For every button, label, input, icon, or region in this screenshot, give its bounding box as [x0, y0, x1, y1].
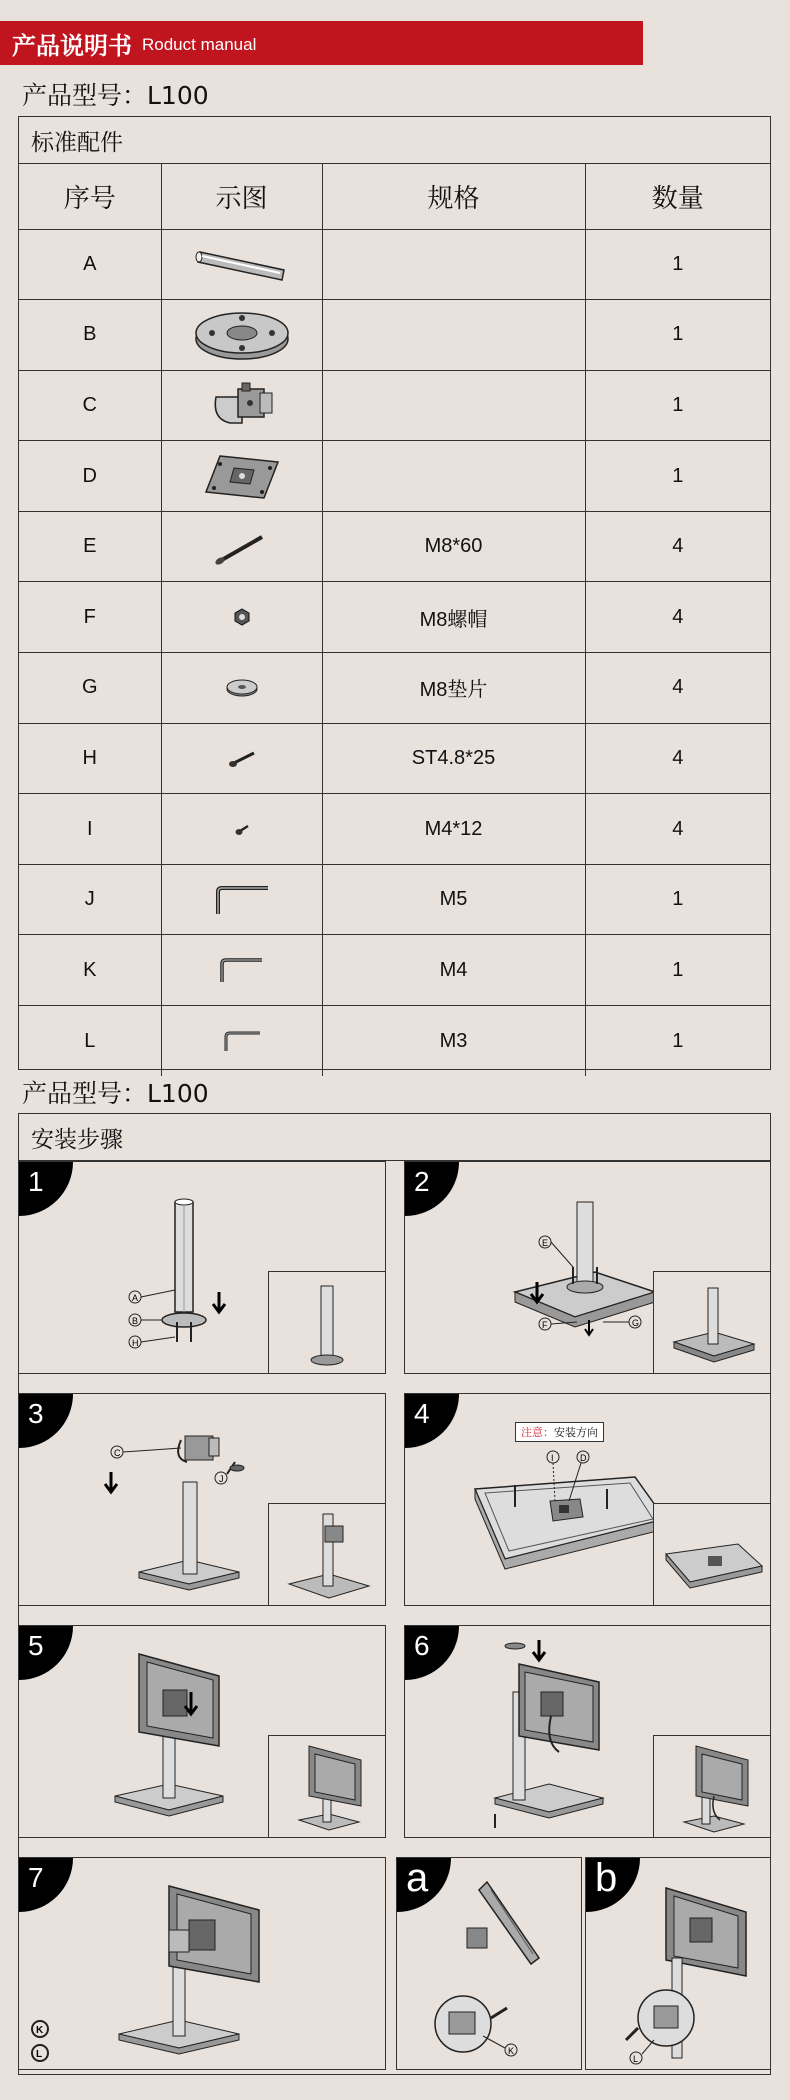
- table-row: [19, 441, 770, 512]
- install-step-5: [18, 1625, 386, 1838]
- step-6-illustration: [455, 1632, 655, 1832]
- part-spec: M4*12: [322, 794, 585, 865]
- step-number-badge: 6: [405, 1626, 459, 1680]
- parts-section-title: 标准配件: [19, 117, 770, 164]
- step-6-result-inset: [653, 1735, 771, 1838]
- step-2-result-inset: [653, 1271, 771, 1374]
- parts-section: [18, 116, 771, 1070]
- install-step-3: [18, 1393, 386, 1606]
- part-image-cell: [161, 653, 322, 724]
- hex-key-k-icon: [29, 2018, 51, 2040]
- svg-text:G: G: [632, 1318, 640, 1328]
- step-number-badge: 4: [405, 1394, 459, 1448]
- column-header: 规格: [322, 164, 585, 229]
- part-qty: 1: [585, 935, 770, 1006]
- part-id: G: [19, 653, 161, 724]
- svg-text:A: A: [132, 1293, 139, 1303]
- part-spec: M5: [322, 864, 585, 935]
- part-id: A: [19, 229, 161, 300]
- pole-on-base-icon: [654, 1272, 771, 1374]
- part-id: C: [19, 370, 161, 441]
- hex-key-icon: [212, 882, 272, 918]
- column-header: 示图: [161, 164, 322, 229]
- install-step-a: [396, 1857, 582, 2070]
- part-qty: 4: [585, 511, 770, 582]
- part-id: L: [19, 1006, 161, 1077]
- svg-text:K: K: [508, 2046, 515, 2056]
- hex-key-l-icon: [29, 2042, 51, 2064]
- part-qty: 4: [585, 723, 770, 794]
- step-a-illustration: [407, 1868, 577, 2068]
- nut-icon: [227, 602, 257, 632]
- install-section-title: 安装步骤: [19, 1114, 770, 1161]
- part-image-cell: [161, 864, 322, 935]
- step-5-result-inset: [268, 1735, 386, 1838]
- part-spec: ST4.8*25: [322, 723, 585, 794]
- part-spec: M8*60: [322, 511, 585, 582]
- part-image-cell: [161, 723, 322, 794]
- table-row: [19, 794, 770, 865]
- step-3-result-inset: [268, 1503, 386, 1606]
- step-number-badge: b: [586, 1858, 640, 1912]
- part-spec: M8垫片: [322, 653, 585, 724]
- part-qty: 1: [585, 1006, 770, 1077]
- step-number-badge: 5: [19, 1626, 73, 1680]
- svg-text:B: B: [132, 1316, 139, 1326]
- table-row: [19, 370, 770, 441]
- washer-icon: [222, 676, 262, 700]
- step-number-badge: 1: [19, 1162, 73, 1216]
- part-image-cell: [161, 370, 322, 441]
- monitor-with-plate-icon: [654, 1504, 771, 1606]
- install-step-4: [404, 1393, 771, 1606]
- part-image-cell: [161, 441, 322, 512]
- step-number-badge: 2: [405, 1162, 459, 1216]
- step-4-result-inset: [653, 1503, 771, 1606]
- bolt-icon: [212, 527, 272, 567]
- table-row: [19, 653, 770, 724]
- table-row: [19, 582, 770, 653]
- hex-key-icon: [212, 1023, 272, 1059]
- part-spec: M8螺帽: [322, 582, 585, 653]
- table-row: [19, 511, 770, 582]
- svg-text:E: E: [542, 1238, 549, 1248]
- part-id: H: [19, 723, 161, 794]
- table-row: [19, 1006, 770, 1077]
- table-row: [19, 229, 770, 300]
- svg-text:L: L: [36, 2049, 43, 2060]
- install-step-1: [18, 1161, 386, 1374]
- pole-icon: [192, 242, 292, 286]
- svg-text:D: D: [580, 1453, 587, 1463]
- step-4-illustration: [445, 1449, 675, 1599]
- step-5-illustration: [79, 1636, 279, 1836]
- table-row: [19, 300, 770, 371]
- assembled-pole-icon: [269, 1272, 386, 1374]
- svg-text:H: H: [132, 1338, 139, 1348]
- part-qty: 4: [585, 794, 770, 865]
- part-image-cell: [161, 935, 322, 1006]
- part-spec: [322, 370, 585, 441]
- part-qty: 4: [585, 582, 770, 653]
- part-id: F: [19, 582, 161, 653]
- part-qty: 1: [585, 229, 770, 300]
- part-spec: M4: [322, 935, 585, 1006]
- column-header: 数量: [585, 164, 770, 229]
- part-spec: M3: [322, 1006, 585, 1077]
- install-step-2: [404, 1161, 771, 1374]
- table-row: [19, 864, 770, 935]
- parts-header-row: [19, 164, 770, 229]
- part-qty: 1: [585, 370, 770, 441]
- clamp-on-pole-icon: [269, 1504, 386, 1606]
- screw-icon: [222, 743, 262, 773]
- monitor-mounted-icon: [269, 1736, 386, 1838]
- step-1-result-inset: [268, 1271, 386, 1374]
- part-qty: 4: [585, 653, 770, 724]
- small-screw-icon: [227, 817, 257, 841]
- part-id: E: [19, 511, 161, 582]
- part-id: J: [19, 864, 161, 935]
- part-qty: 1: [585, 441, 770, 512]
- hex-key-icon: [212, 952, 272, 988]
- part-image-cell: [161, 229, 322, 300]
- table-row: [19, 935, 770, 1006]
- svg-text:J: J: [219, 1474, 224, 1484]
- manual-title-cn: 产品说明书: [12, 31, 132, 60]
- part-qty: 1: [585, 864, 770, 935]
- part-id: B: [19, 300, 161, 371]
- model-label: 产品型号：L100: [22, 81, 209, 110]
- step-b-illustration: [596, 1868, 766, 2068]
- part-image-cell: [161, 582, 322, 653]
- manual-title-en: Roduct manual: [142, 35, 257, 54]
- base-plate-icon: [192, 307, 292, 363]
- svg-text:C: C: [114, 1448, 121, 1458]
- svg-text:F: F: [542, 1320, 548, 1330]
- svg-text:K: K: [36, 2025, 44, 2036]
- parts-table: [19, 164, 770, 1076]
- hex-key-callouts: [29, 2018, 53, 2064]
- step-7-illustration: [99, 1866, 299, 2066]
- monitor-with-cable-icon: [654, 1736, 771, 1838]
- part-spec: [322, 441, 585, 512]
- part-id: K: [19, 935, 161, 1006]
- svg-text:I: I: [551, 1453, 554, 1463]
- model-label: 产品型号：L100: [22, 1079, 209, 1108]
- step-number-badge: 7: [19, 1858, 73, 1912]
- part-spec: [322, 229, 585, 300]
- note-text: 安装方向: [554, 1426, 598, 1439]
- install-step-b: [585, 1857, 771, 2070]
- part-image-cell: [161, 1006, 322, 1077]
- part-image-cell: [161, 511, 322, 582]
- step-number-badge: 3: [19, 1394, 73, 1448]
- part-qty: 1: [585, 300, 770, 371]
- step-number-badge: a: [397, 1858, 451, 1912]
- part-id: I: [19, 794, 161, 865]
- install-step-7: [18, 1857, 386, 2070]
- header-banner: [0, 21, 643, 65]
- installation-direction-note: [515, 1422, 604, 1442]
- part-id: D: [19, 441, 161, 512]
- step-1-illustration: [89, 1172, 289, 1372]
- part-image-cell: [161, 300, 322, 371]
- clamp-icon: [202, 379, 282, 431]
- table-row: [19, 723, 770, 794]
- part-image-cell: [161, 794, 322, 865]
- note-prefix: 注意：: [521, 1426, 554, 1439]
- svg-text:L: L: [633, 2054, 639, 2064]
- install-step-6: [404, 1625, 771, 1838]
- part-spec: [322, 300, 585, 371]
- column-header: 序号: [19, 164, 161, 229]
- vesa-plate-icon: [202, 450, 282, 502]
